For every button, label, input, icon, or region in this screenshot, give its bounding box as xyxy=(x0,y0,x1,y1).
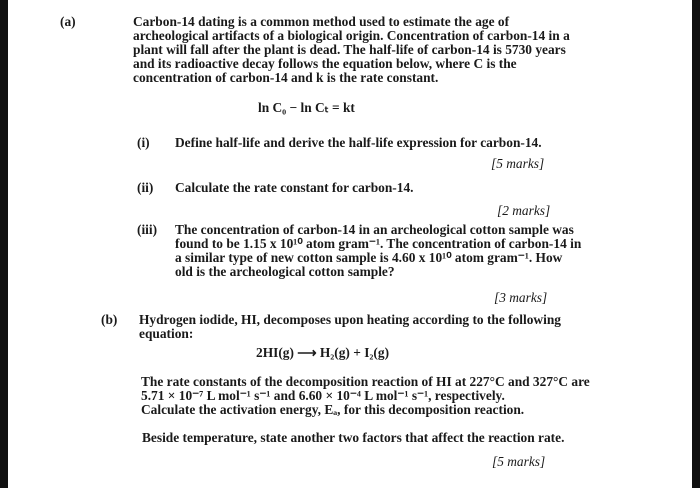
intro-line: plant will fall after the plant is dead. The half-life of carbon-14 is 5730 years xyxy=(133,42,566,57)
text-line: found to be 1.15 x 10¹⁰ atom gram⁻¹. The concentration of carbon-14 in xyxy=(175,236,582,251)
left-border xyxy=(0,0,8,488)
intro-line: concentration of carbon-14 and k is the rate constant. xyxy=(133,70,439,85)
question-i-text: Define half-life and derive the half-life expression for carbon-14. xyxy=(175,135,542,150)
question-ii-text: Calculate the rate constant for carbon-14. xyxy=(175,180,414,195)
intro-line: and its radioactive decay follows the equation below, where C is the xyxy=(133,56,517,71)
question-iii-label: (iii) xyxy=(137,222,158,237)
question-ii-marks: [2 marks] xyxy=(497,203,551,218)
right-border xyxy=(692,0,700,488)
text-line: The rate constants of the decomposition reaction of HI at 227°C and 327°C are xyxy=(141,374,590,389)
reaction-equation: 2HI(g) ⟶ H₂(g) + I₂(g) xyxy=(256,345,390,360)
text-line: 5.71 × 10⁻⁷ L mol⁻¹ s⁻¹ and 6.60 × 10⁻⁴ L mol⁻¹ s⁻¹, respectively. xyxy=(141,388,505,403)
text-line: The concentration of carbon-14 in an archeological cotton sample was xyxy=(175,222,574,237)
part-b-marks: [5 marks] xyxy=(492,454,546,469)
question-ii-label: (ii) xyxy=(137,180,154,195)
part-a-label: (a) xyxy=(60,14,76,29)
intro-line: Carbon-14 dating is a common method used to estimate the age of xyxy=(133,14,510,29)
question-i-label: (i) xyxy=(137,135,150,150)
intro-line: equation: xyxy=(139,326,194,341)
decay-equation: ln C₀ − ln Cₜ = kt xyxy=(258,100,355,115)
part-b-label: (b) xyxy=(101,312,118,327)
question-i-marks: [5 marks] xyxy=(491,156,545,171)
intro-line: Hydrogen iodide, HI, decomposes upon heating according to the following xyxy=(139,312,561,327)
text-line: a similar type of new cotton sample is 4.60 x 10¹⁰ atom gram⁻¹. How xyxy=(175,250,563,265)
intro-line: archeological artifacts of a biological origin. Concentration of carbon-14 in a xyxy=(133,28,570,43)
text-line: old is the archeological cotton sample? xyxy=(175,264,395,279)
question-iii-marks: [3 marks] xyxy=(494,290,548,305)
factors-question: Beside temperature, state another two factors that affect the reaction rate. xyxy=(142,430,565,445)
text-line: Calculate the activation energy, Eₐ, for this decomposition reaction. xyxy=(141,402,525,417)
